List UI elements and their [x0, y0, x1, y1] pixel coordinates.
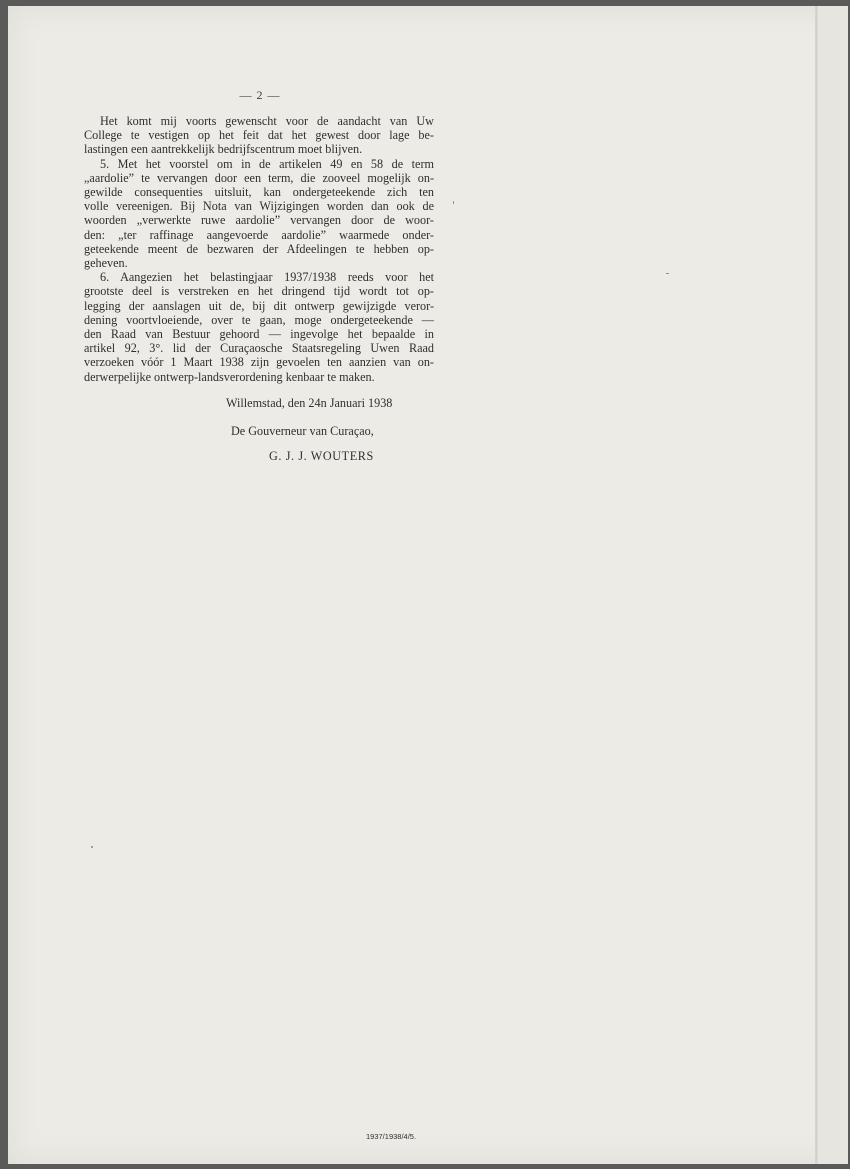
text-line: 5. Met het voorstel om in de artikelen 49 en 58 de term	[100, 156, 434, 171]
text-line: geteekende meent de bezwaren der Afdeelingen te hebben op-	[84, 241, 434, 256]
text-line: woorden „verwerkte ruwe aardolie” vervangen door de woor-	[84, 213, 434, 228]
text-line: „aardolie” te vervangen door een term, die zooveel mogelijk on-	[84, 170, 434, 185]
paper-speck	[91, 846, 93, 848]
text-line: grootste deel is verstreken en het dringend tijd wordt tot op-	[84, 284, 434, 299]
text-line: legging der aanslagen uit de, bij dit ontwerp gewijzigde veror-	[84, 298, 434, 313]
place-date: Willemstad, den 24n Januari 1938	[226, 396, 393, 410]
text-line: 6. Aangezien het belastingjaar 1937/1938 reeds voor het	[100, 270, 434, 285]
text-line: lastingen een aantrekkelijk bedrijfscentrum moet blijven.	[84, 142, 363, 157]
page-edge	[818, 6, 848, 1164]
signatory-title: De Gouverneur van Curaçao,	[231, 424, 374, 438]
text-line: den Raad van Bestuur gehoord — ingevolge het bepaalde in	[84, 327, 434, 342]
text-line: derwerpelijke ontwerp-landsverordening kenbaar te maken.	[84, 369, 375, 384]
text-line: artikel 92, 3°. lid der Curaçaosche Staatsregeling Uwen Raad	[84, 341, 434, 356]
text-line: verzoeken vóór 1 Maart 1938 zijn gevoelen ten aanzien van on-	[84, 355, 434, 370]
page-number: — 2 —	[239, 88, 281, 102]
text-line: Het komt mij voorts gewenscht voor de aandacht van Uw	[100, 114, 434, 128]
text-line: geheven.	[84, 256, 128, 271]
text-line: dening voortvloeiende, over te gaan, moge ondergeteekende —	[84, 312, 434, 327]
body-text	[84, 114, 434, 384]
text-line: den: „ter raffinage aangevoerde aardolie” waarmede onder-	[84, 227, 434, 242]
paper-speck	[453, 201, 454, 204]
text-line: gewilde consequenties uitsluit, kan ondergeteekende zich ten	[84, 185, 434, 200]
footer-code: 1937/1938/4/5.	[366, 1132, 417, 1141]
paper-speck	[666, 273, 669, 274]
text-line: College te vestigen op het feit dat het gewest door lage be-	[84, 128, 434, 143]
text-line: volle vereenigen. Bij Nota van Wijzigingen worden dan ook de	[84, 199, 434, 214]
signatory-name: G. J. J. WOUTERS	[269, 449, 374, 463]
